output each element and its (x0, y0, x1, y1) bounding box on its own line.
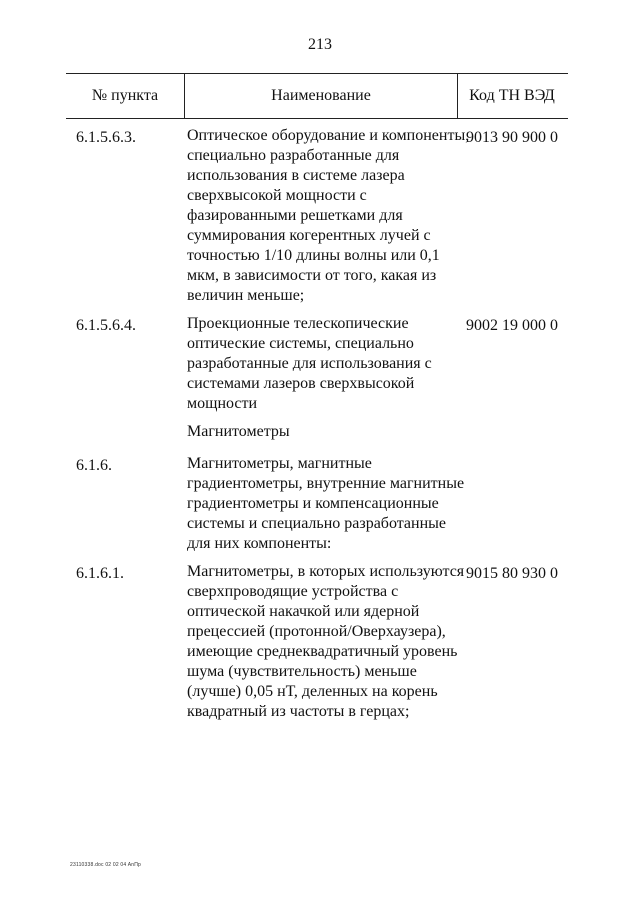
item-code: 9002 19 000 0 (466, 317, 558, 334)
table-header (66, 73, 568, 119)
header-name: Наименование (184, 74, 458, 118)
item-code: 9015 80 930 0 (466, 565, 558, 582)
table-row (0, 314, 640, 414)
item-name: Магнитометры, магнитные градиентометры, внутренние магнитные градиентометры и компенсационные системы и специально разработанные для них компоненты: (187, 455, 465, 552)
item-number: 6.1.5.6.3. (76, 129, 136, 146)
header-code: Код ТН ВЭД (469, 87, 555, 104)
item-name: Магнитометры, в которых используются сверхпроводящие устройства с оптической накачкой или ядерной прецессией (протонной/Оверхаузера), имеющие среднеквадратичный уровень шума (чувствительность) меньше (лучше) 0,05 нТ, деленных на корень квадратный из частоты в герцах; (187, 563, 465, 720)
document-footer: 23110338.doc 02 02 04 AnПр (70, 862, 141, 868)
header-item-number: № пункта (91, 87, 159, 104)
table-row (0, 126, 640, 306)
item-name: Проекционные телескопические оптические системы, специально разработанные для использования с системами лазеров сверхвысокой мощности (187, 315, 432, 412)
table-body (0, 126, 640, 730)
item-number: 6.1.6. (76, 457, 112, 474)
table-row (0, 562, 640, 722)
item-number: 6.1.6.1. (76, 565, 124, 582)
page-number: 213 (308, 36, 332, 53)
table-row (0, 454, 640, 554)
section-title: Магнитометры (187, 423, 290, 440)
item-name: Оптическое оборудование и компоненты, специально разработанные для использования в системе лазера сверхвысокой мощности с фазированными решетками для суммирования когерентных лучей с точностью 1/10 длины волны или 0,1 мкм, в зависимости от того, какая из величин меньше; (187, 127, 470, 304)
item-number: 6.1.5.6.4. (76, 317, 136, 334)
item-code: 9013 90 900 0 (466, 129, 558, 146)
